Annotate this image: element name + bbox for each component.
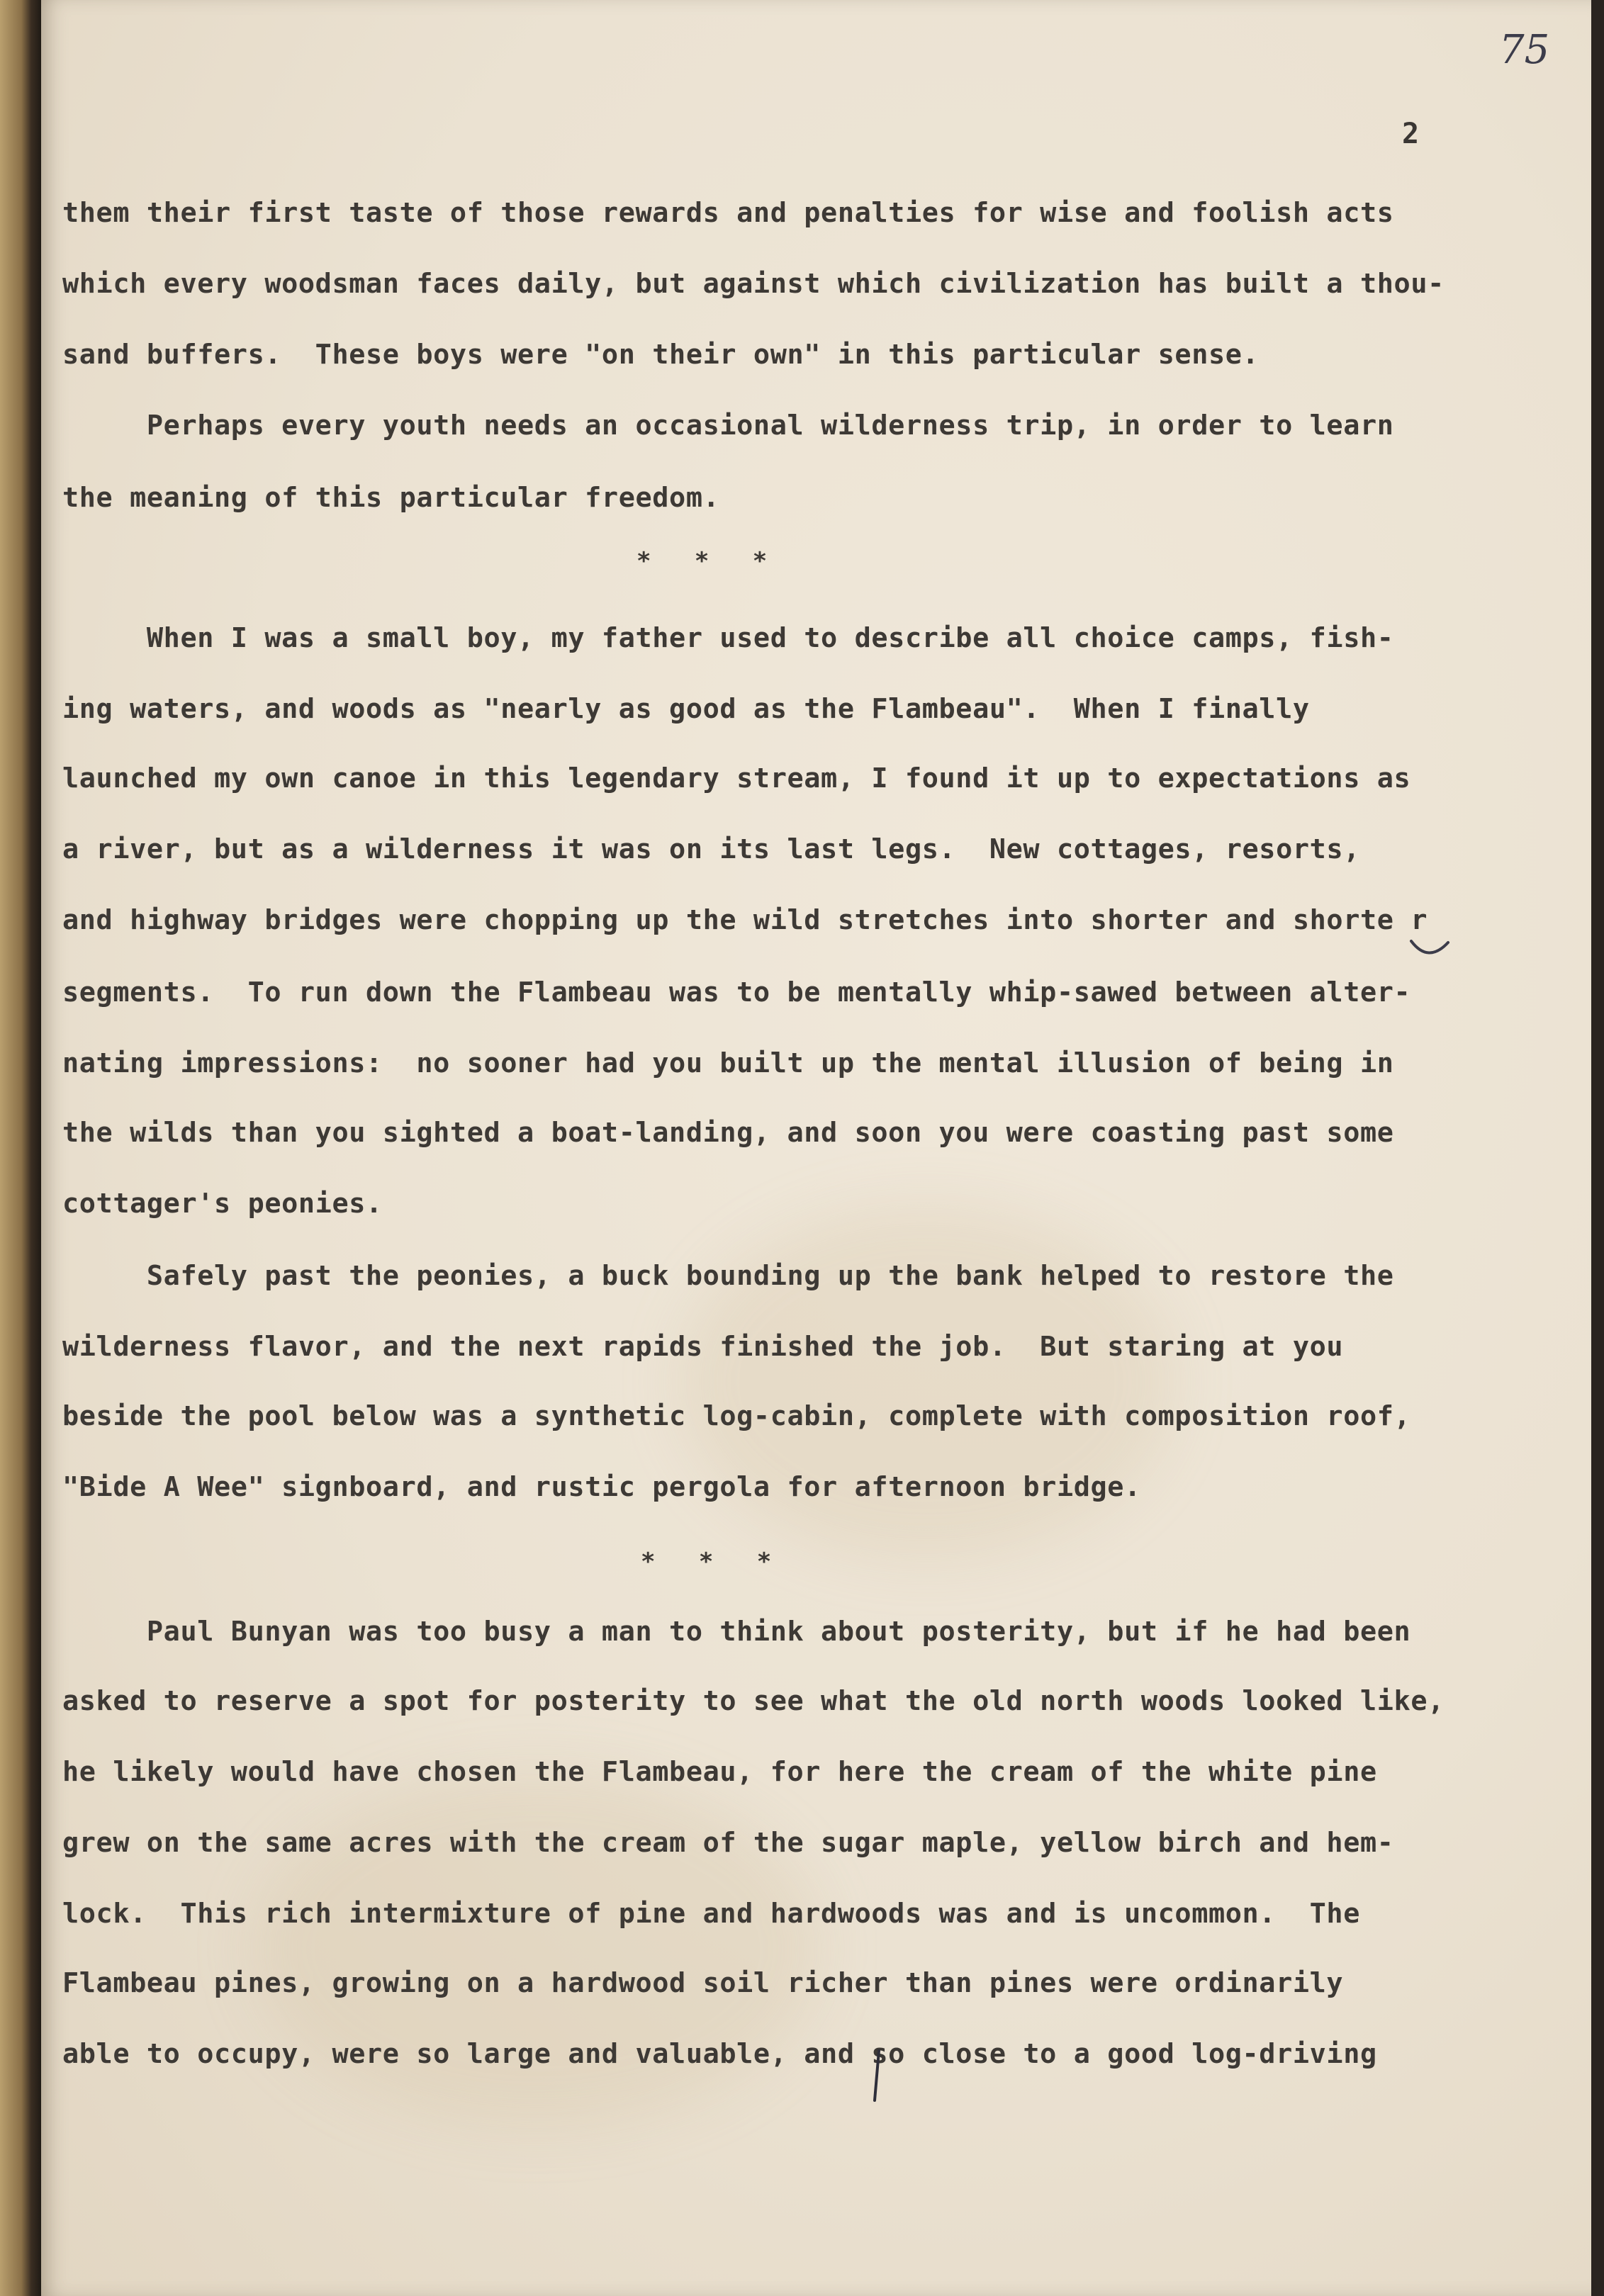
text-line: grew on the same acres with the cream of the sugar maple, yellow birch and hem- [62, 1827, 1394, 1859]
text-line: he likely would have chosen the Flambeau, for here the cream of the white pine [62, 1756, 1377, 1788]
close-up-mark-icon [1407, 934, 1464, 969]
book-binding [0, 0, 41, 2296]
text-line: When I was a small boy, my father used to describe all choice camps, fish- [62, 622, 1394, 654]
text-line: a river, but as a wilderness it was on its last legs. New cottages, resorts, [62, 833, 1360, 865]
text-line: asked to reserve a spot for posterity to see what the old north woods looked like, [62, 1685, 1445, 1717]
text-line: the wilds than you sighted a boat-landing, and soon you were coasting past some [62, 1117, 1394, 1149]
text-line: nating impressions: no sooner had you built up the mental illusion of being in [62, 1047, 1394, 1079]
text-line: which every woodsman faces daily, but against which civilization has built a thou- [62, 268, 1445, 300]
text-line: lock. This rich intermixture of pine and hardwoods was and is uncommon. The [62, 1898, 1360, 1930]
text-line: Flambeau pines, growing on a hardwood soil richer than pines were ordinarily [62, 1967, 1344, 1999]
text-line: able to occupy, were so large and valuable, and so close to a good log-driving [62, 2038, 1377, 2070]
text-line: ing waters, and woods as "nearly as good as the Flambeau". When I finally [62, 693, 1310, 725]
text-line: wilderness flavor, and the next rapids finished the job. But staring at you [62, 1331, 1344, 1363]
section-break: * * * [636, 547, 768, 575]
background-edge [1591, 0, 1604, 2296]
text-line: Safely past the peonies, a buck bounding up the bank helped to restore the [62, 1260, 1394, 1292]
section-break: * * * [641, 1548, 772, 1576]
text-line: launched my own canoe in this legendary stream, I found it up to expectations as [62, 762, 1411, 794]
text-line: "Bide A Wee" signboard, and rustic pergola for afternoon bridge. [62, 1471, 1141, 1503]
word-separator-mark-icon [866, 2048, 887, 2105]
text-line: beside the pool below was a synthetic log-cabin, complete with composition roof, [62, 1400, 1411, 1432]
text-line: Paul Bunyan was too busy a man to think about posterity, but if he had been [62, 1616, 1411, 1648]
text-line: cottager's peonies. [62, 1188, 383, 1220]
text-line: Perhaps every youth needs an occasional wilderness trip, in order to learn [62, 410, 1394, 441]
text-line: segments. To run down the Flambeau was to be mentally whip-sawed between alter- [62, 977, 1411, 1008]
paper-stain [679, 1205, 1175, 1559]
handwritten-folio-number: 75 [1499, 27, 1550, 73]
text-line: and highway bridges were chopping up the wild stretches into shorter and shorte r [62, 904, 1428, 936]
paper-stain [254, 1772, 821, 2126]
text-line: sand buffers. These boys were "on their own" in this particular sense. [62, 339, 1260, 371]
text-line: them their first taste of those rewards and penalties for wise and foolish acts [62, 197, 1394, 229]
text-line: the meaning of this particular freedom. [62, 482, 720, 514]
page-number: 2 [1402, 118, 1420, 150]
